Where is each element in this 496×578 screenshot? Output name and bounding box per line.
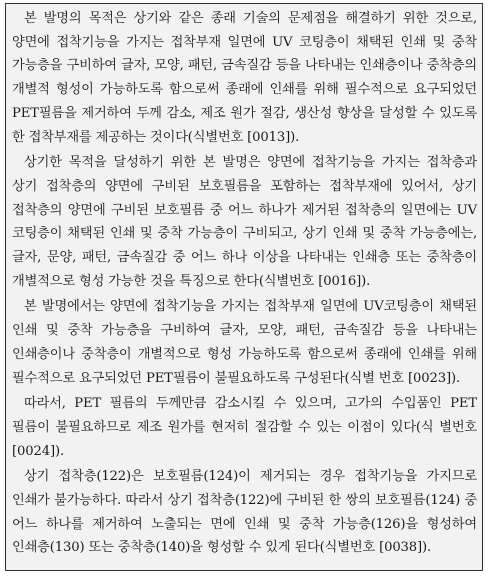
excerpt-box [5,3,483,571]
paragraph-0013: 본 발명의 목적은 상기와 같은 종래 기술의 문제점을 해결하기 위한 것으로, 양면에 접착기능을 가지는 접착부재 일면에 UV 코팅층이 채택된 인쇄 및 중착 가능층을 구비하여 글자, 모양, 패턴, 금속질감 등을 나타내는 인쇄층이나 중착층의 개별적 형성이 가능하도록 함으로써 종래에 인쇄를 위해 필수적으로 요구되었던 PET필름을 제거하여 두께 감소, 제조 원가 절감, 생산성 향상을 달성할 수 있도록 한 접착부재를 제공하는 것이다(식별번호 [0013]). [12,11,477,145]
paragraph-0038: 상기 접착층(122)은 보호필름(124)이 제거되는 경우 접착기능을 가지므로 인쇄가 불가능하다. 따라서 상기 접착층(122)에 구비된 한 쌍의 보호필름(124) 중 어느 하나를 제거하여 노출되는 면에 인쇄 및 중착 가능층(126)을 형성하여 인쇄층(130) 또는 중착층(140)을 형성할 수 있게 된다(식별번호 [0038]). [12,469,477,556]
paragraph-0023: 본 발명에서는 양면에 접착기능을 가지는 접착부재 일면에 UV코팅층이 채택된 인쇄 및 중착 가능층을 구비하여 글자, 모양, 패턴, 금속질감 등을 나타내는 인쇄층이나 중착층이 개별적으로 형성 가능하도록 함으로써 종래에 인쇄를 위해 필수적으로 요구되었던 PET필름이 불필요하도록 구성된다(식별 번호 [0023]). [12,299,477,386]
paragraph-0016: 상기한 목적을 달성하기 위한 본 발명은 양면에 접착기능을 가지는 접착층과 상기 접착층의 양면에 구비된 보호필름을 포함하는 접착부재에 있어서, 상기 접착층의 양면에 구비된 보호필름 중 어느 하나가 제거된 접착층의 일면에는 UV 코팅층이 채택된 인쇄 및 중착 가능층이 구비되고, 상기 인쇄 및 중착 가능층에는, 글자, 문양, 패턴, 금속질감 중 어느 하나 이상을 나타내는 인쇄층 또는 중착층이 개별적으로 형성 가능한 것을 특징으로 한다(식별번호 [0016]). [12,155,477,289]
paragraph-0024: 따라서, PET 필름의 두께만큼 감소시킬 수 있으며, 고가의 수입품인 PET 필름이 불필요하므로 제조 원가를 현저히 절감할 수 있는 이점이 있다(식 별번호 [0024]). [12,396,477,459]
